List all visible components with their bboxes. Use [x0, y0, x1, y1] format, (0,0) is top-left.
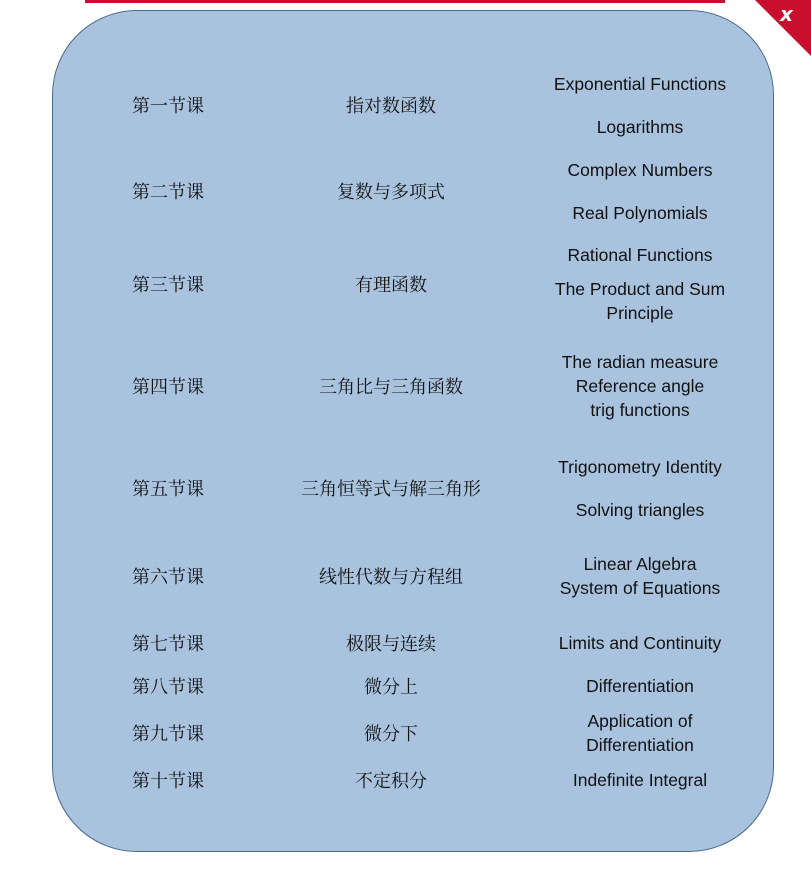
lesson-row [0, 628, 811, 658]
english-topic: Differentiation [586, 676, 694, 696]
lesson-topic: 指对数函数 [346, 96, 436, 117]
lesson-number: 第七节课 [132, 634, 204, 655]
english-topic: Limits and Continuity [558, 633, 722, 653]
lesson-topic: 不定积分 [355, 771, 427, 792]
lesson-number: 第九节课 [132, 724, 204, 745]
english-topic: Complex Numbers [567, 159, 713, 180]
english-topic: Indefinite Integral [572, 770, 708, 790]
lesson-number: 第十节课 [132, 771, 204, 792]
lesson-english [528, 707, 752, 759]
lesson-topic: 微分上 [364, 677, 418, 698]
lesson-english [528, 62, 752, 148]
english-topic: The Product and Sum Principle [554, 279, 726, 323]
lesson-number: 第五节课 [132, 479, 204, 500]
lesson-english [528, 765, 752, 795]
top-accent-bar [85, 0, 725, 3]
lesson-english [528, 671, 752, 701]
lesson-number: 第六节课 [132, 567, 204, 588]
lesson-number: 第八节课 [132, 677, 204, 698]
lesson-number: 第三节课 [132, 275, 204, 296]
english-topic: Real Polynomials [572, 202, 708, 223]
lesson-row [0, 148, 811, 234]
lesson-english [528, 148, 752, 234]
lesson-topic: 线性代数与方程组 [319, 567, 463, 588]
lesson-english [528, 550, 752, 602]
lesson-english [528, 238, 752, 330]
lesson-number: 第一节课 [132, 96, 204, 117]
english-topic: Logarithms [596, 116, 684, 137]
english-topic: Trigonometry Identity [558, 456, 722, 477]
english-topic: Application of Differentiation [586, 711, 694, 755]
lesson-topic: 三角恒等式与解三角形 [301, 479, 481, 500]
lesson-topic: 三角比与三角函数 [319, 377, 463, 398]
lesson-row [0, 238, 811, 330]
lesson-topic: 有理函数 [355, 275, 427, 296]
lesson-row [0, 348, 811, 424]
lesson-topic: 微分下 [364, 724, 418, 745]
english-topic: Rational Functions [567, 245, 713, 265]
english-topic: The radian measure Reference angle trig functions [561, 352, 719, 420]
english-topic: Solving triangles [575, 499, 705, 520]
lesson-row [0, 671, 811, 701]
lesson-row [0, 550, 811, 602]
lesson-english [528, 628, 752, 658]
lesson-english [528, 348, 752, 424]
lesson-english [528, 445, 752, 531]
english-topic: Exponential Functions [553, 73, 727, 94]
lesson-row [0, 707, 811, 759]
english-topic: Linear Algebra System of Equations [559, 554, 721, 598]
lesson-topic: 复数与多项式 [337, 182, 445, 203]
lesson-number: 第二节课 [132, 182, 204, 203]
close-icon: x [780, 2, 793, 26]
lesson-topic: 极限与连续 [346, 634, 436, 655]
lesson-number: 第四节课 [132, 377, 204, 398]
lesson-row [0, 765, 811, 795]
lesson-row [0, 445, 811, 531]
lesson-row [0, 62, 811, 148]
